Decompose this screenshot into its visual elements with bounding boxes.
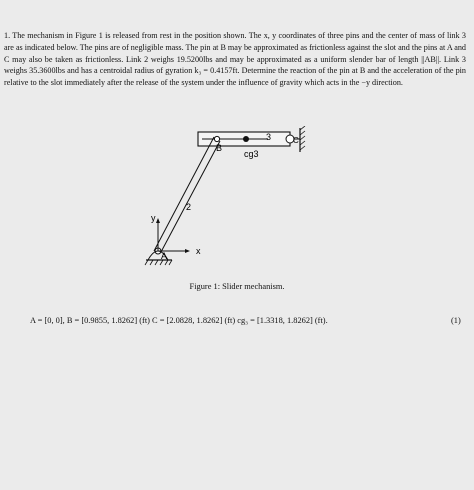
link-2-bar (154, 137, 223, 252)
label-link-2: 2 (186, 202, 192, 212)
label-y-axis: y (151, 213, 156, 223)
problem-number: 1. (4, 31, 11, 40)
label-cg3: cg3 (244, 149, 259, 159)
wall-hatch (300, 126, 305, 150)
ground-hatch (145, 260, 172, 265)
equation-number: (1) (451, 316, 461, 325)
problem-statement (4, 30, 466, 89)
label-pin-a: A (161, 251, 168, 261)
pin-b (214, 136, 219, 141)
problem-text: The mechanism in Figure 1 is released from rest in the position shown. The x, y coordinates of three pins and the center of mass of link 3 are as indicated below. The pins are of negligible mass. The pin at B may be approximated as frictionless against the slot and the pins at A and C may also be taken as frictionless. Link 2 weighs 19.5200lbs and may be approximated as a uniform slender bar of length ||AB||. Link 3 weighs 35.3600lbs and has a centroidal radius of gyration k₃ = 0.4157ft. Determine the reaction of the pin at B and the acceleration of the pin relative to the slot immediately after the release of the system under the influence of gravity which acts in the −y direction. (4, 31, 466, 88)
label-link-3: 3 (266, 132, 272, 142)
label-pin-c: C (293, 136, 299, 145)
cg3-marker (243, 136, 249, 142)
equation-body: A = [0, 0], B = [0.9855, 1.8262] (ft) C = [2.0828, 1.8262] (ft) cg₃ = [1.3318, 1.8262] (ft). (30, 316, 328, 325)
label-pin-b: B (216, 143, 223, 153)
label-x-axis: x (196, 246, 201, 256)
figure-caption: Figure 1: Slider mechanism. (189, 282, 285, 291)
slider-mechanism-figure (140, 126, 330, 272)
